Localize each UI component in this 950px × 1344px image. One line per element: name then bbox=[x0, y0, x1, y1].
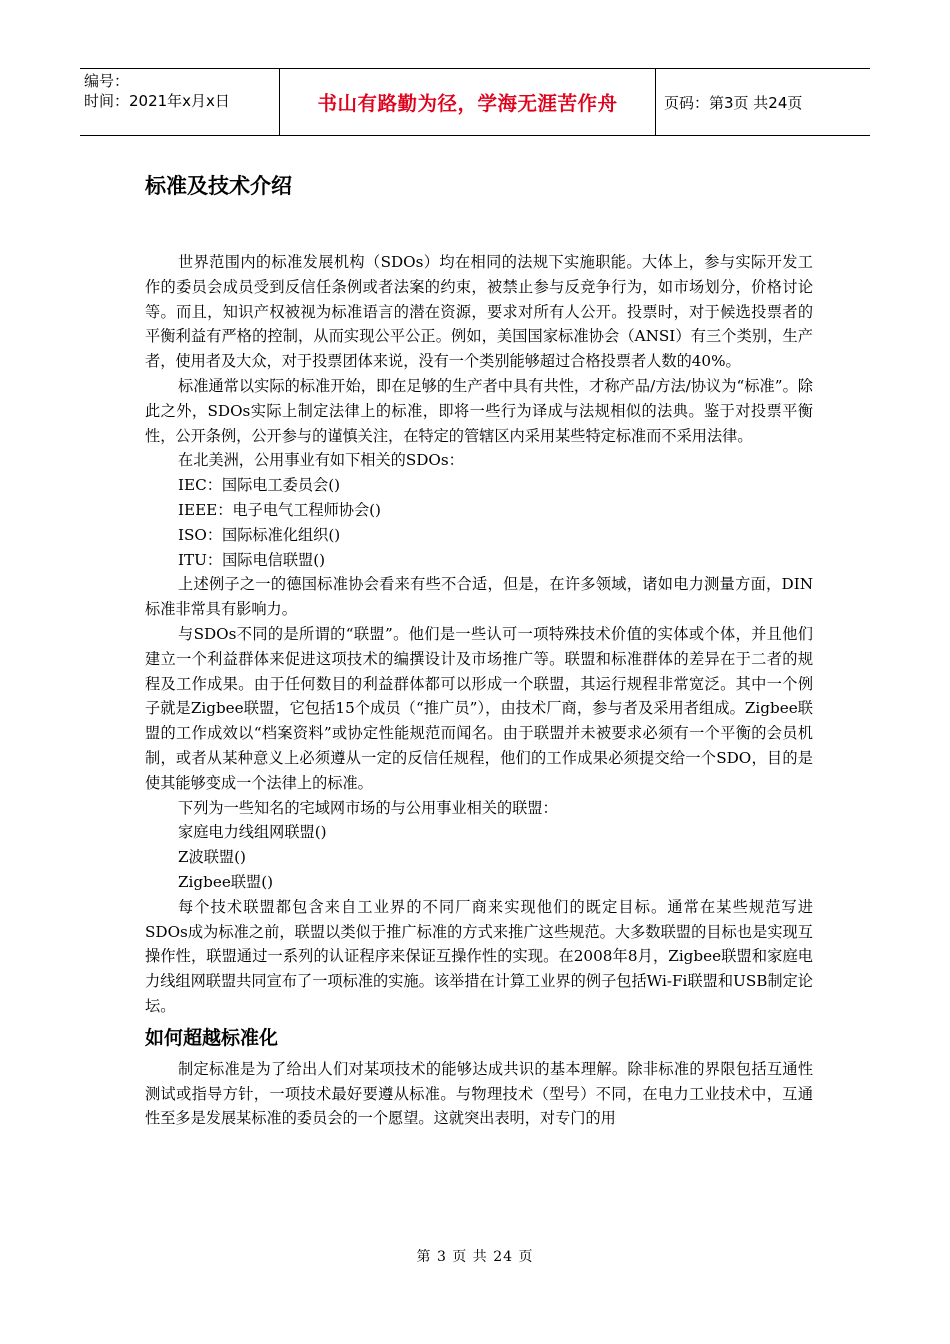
list-item-iso: ISO：国际标准化组织() bbox=[178, 525, 341, 544]
list-item-zigbee: Zigbee联盟() bbox=[178, 872, 274, 891]
paragraph-alliance-list-intro: 下列为一些知名的宅域网市场的与公用事业相关的联盟： bbox=[178, 798, 558, 817]
page-title: 标准及技术介绍 bbox=[145, 174, 292, 198]
list-item-homeplug: 家庭电力线组网联盟() bbox=[178, 823, 327, 842]
paragraph-alliance: 与SDOs不同的是所谓的“联盟”。他们是一些认可一项特殊技术价值的实体或个体，并且他们建立一个利益群体来促进这项技术的编撰设计及市场推广等。联盟和标准群体的差异在于二者的规程及工作成果。由于任何数目的利益群体都可以形成一个联盟，其运行规程非常宽泛。其中一个例子就是Zigbee联盟，它包括15个成员（“推广员”），由技术厂商，参与者及采用者组成。Zigbee联盟的工作成效以“档案资料”或协定性能规范而闻名。由于联盟并未被要求必须有一个平衡的会员机制，或者从某种意义上必须遵从一定的反信任规程，他们的工作成果必须提交给一个SDO，目的是使其能够变成一个法律上的标准。 bbox=[145, 624, 813, 792]
page-footer: 第 3 页 共 24 页 bbox=[416, 1249, 534, 1265]
paragraph-alliance-goals: 每个技术联盟都包含来自工业界的不同厂商来实现他们的既定目标。通常在某些规范写进SDOs成为标准之前，联盟以类似于推广标准的方式来推广这些规范。大多数联盟的目标也是实现互操作性，联盟通过一系列的认证程序来保证互操作性的实现。在2008年8月，Zigbee联盟和家庭电力线组网联盟共同宣布了一项标准的实施。该举措在计算工业界的例子包括Wi-Fi联盟和USB制定论坛。 bbox=[145, 897, 813, 1015]
list-item-zwave: Z波联盟() bbox=[178, 848, 246, 867]
paragraph-standard-origin: 标准通常以实际的标准开始，即在足够的生产者中具有共性，才称产品/方法/协议为“标准”。除此之外，SDOs实际上制定法律上的标准，即将一些行为译成与法规相似的法典。鉴于对投票平衡性，公开条例，公开参与的谨慎关注，在特定的管辖区内采用某些特定标准而不采用法律。 bbox=[145, 376, 813, 445]
document-body bbox=[145, 166, 813, 1131]
list-item-ieee: IEEE：电子电气工程师协会() bbox=[178, 500, 381, 519]
title-spacer bbox=[145, 206, 813, 250]
list-item-iec: IEC：国际电工委员会() bbox=[178, 476, 341, 495]
paragraph-din: 上述例子之一的德国标准协会看来有些不合适，但是，在许多领域，诸如电力测量方面，DIN标准非常具有影响力。 bbox=[145, 575, 813, 619]
list-item-itu: ITU：国际电信联盟() bbox=[178, 550, 326, 569]
header-page-info: 页码：第3页 共24页 bbox=[664, 93, 803, 112]
doc-date: 时间：2021年x月x日 bbox=[84, 92, 230, 110]
paragraph-sdo-intro: 世界范围内的标准发展机构（SDOs）均在相同的法规下实施职能。大体上，参与实际开发工作的委员会成员受到反信任条例或者法案的约束，被禁止参与反竞争行为，如市场划分，价格讨论等。而且，知识产权被视为标准语言的潜在资源，要求对所有人公开。投票时，对于候选投票者的平衡利益有严格的控制，从而实现公平公正。例如，美国国家标准协会（ANSI）有三个类别，生产者，使用者及大众，对于投票团体来说，没有一个类别能够超过合格投票者人数的40%。 bbox=[145, 253, 813, 371]
paragraph-beyond-standardization: 制定标准是为了给出人们对某项技术的能够达成共识的基本理解。除非标准的界限包括互通性测试或指导方针，一项技术最好要遵从标准。与物理技术（型号）不同，在电力工业技术中，互通性至多是发展某标准的委员会的一个愿望。这就突出表明，对专门的用 bbox=[145, 1059, 813, 1128]
page-header bbox=[80, 68, 870, 136]
paragraph-north-america: 在北美洲，公用事业有如下相关的SDOs： bbox=[178, 451, 464, 470]
header-motto: 书山有路勤为径，学海无涯苦作舟 bbox=[280, 69, 656, 135]
header-meta bbox=[80, 69, 280, 135]
doc-number: 编号： bbox=[84, 72, 130, 90]
section-heading-beyond-standardization: 如何超越标准化 bbox=[145, 1026, 279, 1049]
